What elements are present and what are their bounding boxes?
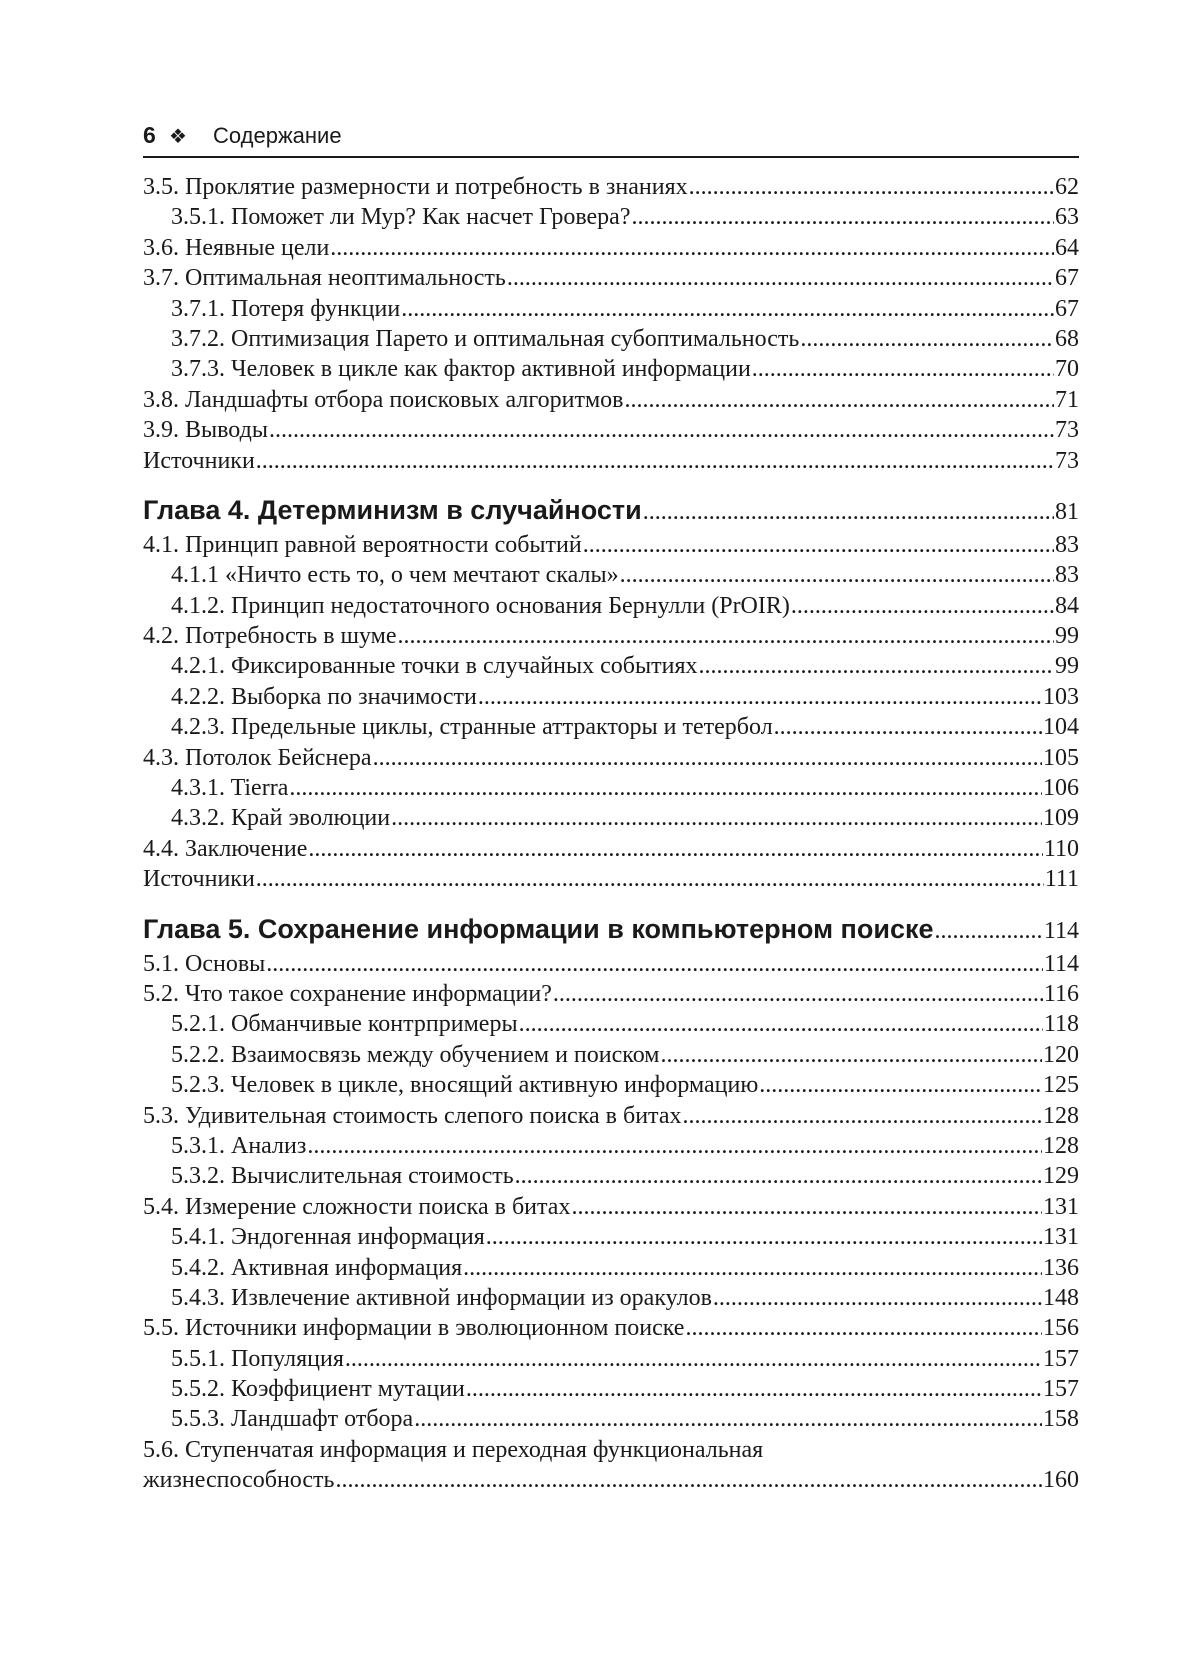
ornament-icon: ❖ — [169, 126, 187, 148]
toc-entry-title: Глава 5. Сохранение информации в компьютерном поиске — [143, 913, 934, 944]
dot-leader — [373, 743, 1042, 773]
dot-leader — [625, 385, 1055, 415]
dot-leader — [713, 1283, 1042, 1313]
toc-section-entry — [143, 949, 1079, 979]
table-of-contents — [143, 158, 1079, 1496]
toc-entry-title: 5.5. Источники информации в эволюционном поиске — [143, 1315, 685, 1342]
toc-subsection-entry — [143, 682, 1079, 712]
book-page — [143, 122, 1079, 1496]
toc-page-number: 116 — [1043, 980, 1079, 1007]
toc-page-number: 110 — [1043, 835, 1079, 862]
running-header — [143, 122, 1079, 158]
toc-subsection-entry — [143, 773, 1079, 803]
toc-page-number: 157 — [1043, 1376, 1079, 1403]
dot-leader — [478, 682, 1042, 712]
toc-entry-title: 5.2.2. Взаимосвязь между обучением и поиском — [171, 1041, 660, 1068]
toc-entry-title: 4.2.2. Выборка по значимости — [171, 683, 477, 710]
toc-page-number: 104 — [1043, 714, 1079, 741]
toc-section-entry — [143, 621, 1079, 651]
toc-entry-title: 5.4. Измерение сложности поиска в битах — [143, 1193, 571, 1220]
toc-entry-title: 4.3. Потолок Бейснера — [143, 744, 372, 771]
dot-leader — [553, 979, 1043, 1009]
toc-entry-title: Источники — [143, 447, 255, 474]
toc-section-entry — [143, 385, 1079, 415]
toc-page-number: 136 — [1043, 1254, 1079, 1281]
toc-entry-title: 4.3.1. Tierra — [171, 775, 289, 802]
dot-leader — [583, 530, 1054, 560]
page-number: 6 — [143, 122, 156, 148]
dot-leader — [308, 834, 1043, 864]
toc-page-number: 99 — [1055, 623, 1079, 650]
toc-page-number: 129 — [1043, 1163, 1079, 1190]
dot-leader — [345, 1344, 1042, 1374]
toc-page-number: 148 — [1043, 1284, 1079, 1311]
dot-leader — [391, 803, 1042, 833]
toc-page-number: 131 — [1043, 1224, 1079, 1251]
toc-entry-title: 4.1.2. Принцип недостаточного основания Бернулли (PrOIR) — [171, 592, 790, 619]
toc-page-number: 131 — [1043, 1193, 1079, 1220]
toc-subsection-entry — [143, 560, 1079, 590]
toc-subsection-entry — [143, 1344, 1079, 1374]
toc-page-number: 62 — [1055, 174, 1079, 200]
dot-leader — [330, 233, 1054, 263]
toc-section-entry — [143, 530, 1079, 560]
toc-page-number: 157 — [1043, 1345, 1079, 1372]
toc-subsection-entry — [143, 803, 1079, 833]
toc-entry-title: 5.2.3. Человек в цикле, вносящий активную информацию — [171, 1072, 759, 1099]
toc-page-number: 125 — [1043, 1072, 1079, 1099]
dot-leader — [335, 1465, 1042, 1495]
toc-entry-title: 5.4.3. Извлечение активной информации из оракулов — [171, 1284, 712, 1311]
toc-chapter-entry — [143, 909, 1079, 949]
toc-entry-title: 5.6. Ступенчатая информация и переходная функциональная — [143, 1436, 764, 1463]
toc-page-number: 73 — [1055, 447, 1079, 474]
dot-leader — [800, 324, 1054, 354]
toc-page-number: 160 — [1043, 1467, 1079, 1494]
dot-leader — [256, 864, 1044, 894]
toc-section-entry — [143, 979, 1079, 1009]
toc-page-number: 63 — [1055, 204, 1079, 231]
toc-subsection-entry — [143, 712, 1079, 742]
dot-leader — [698, 651, 1054, 681]
toc-page-number: 73 — [1055, 417, 1079, 444]
dot-leader — [486, 1222, 1042, 1252]
toc-entry-title: 4.4. Заключение — [143, 835, 308, 862]
toc-page-number: 67 — [1055, 265, 1079, 292]
toc-page-number: 68 — [1055, 325, 1079, 352]
toc-page-number: 83 — [1055, 562, 1079, 589]
toc-page-number: 158 — [1043, 1406, 1079, 1433]
dot-leader — [682, 1101, 1042, 1131]
toc-entry-title: 4.2. Потребность в шуме — [143, 623, 397, 650]
toc-subsection-entry — [143, 1161, 1079, 1191]
toc-entry-title: 3.9. Выводы — [143, 417, 268, 444]
toc-subsection-entry — [143, 591, 1079, 621]
toc-entry-title: 3.7.3. Человек в цикле как фактор активной информации — [171, 356, 751, 383]
toc-entry-title: 3.6. Неявные цели — [143, 234, 330, 261]
dot-leader — [620, 560, 1054, 590]
toc-section-entry — [143, 1313, 1079, 1343]
dot-leader — [515, 1161, 1042, 1191]
toc-page-number: 103 — [1043, 683, 1079, 710]
toc-subsection-entry — [143, 202, 1079, 232]
toc-subsection-entry — [143, 1253, 1079, 1283]
toc-subsection-entry — [143, 294, 1079, 324]
toc-section-entry — [143, 415, 1079, 445]
toc-subsection-entry — [143, 1222, 1079, 1252]
section-name: Содержание — [213, 123, 342, 148]
dot-leader — [631, 202, 1054, 232]
toc-entry-title: 5.3.2. Вычислительная стоимость — [171, 1163, 514, 1190]
toc-subsection-entry — [143, 1131, 1079, 1161]
toc-subsection-entry — [143, 1070, 1079, 1100]
toc-entry-title: 5.1. Основы — [143, 950, 266, 977]
dot-leader — [685, 1313, 1042, 1343]
toc-entry-title: 4.1.1 «Ничто есть то, о чем мечтают скалы» — [171, 562, 619, 589]
toc-entry-title: 5.3.1. Анализ — [171, 1132, 307, 1159]
toc-entry-title-continued — [143, 1465, 1079, 1495]
toc-section-entry — [143, 743, 1079, 773]
toc-page-number: 99 — [1055, 653, 1079, 680]
toc-subsection-entry — [143, 1404, 1079, 1434]
toc-entry-title: 5.3. Удивительная стоимость слепого поиска в битах — [143, 1102, 682, 1129]
toc-page-number: 114 — [1043, 950, 1079, 977]
toc-subsection-entry — [143, 1040, 1079, 1070]
dot-leader — [660, 1040, 1042, 1070]
dot-leader — [935, 911, 1043, 951]
toc-entry-title: 5.2.1. Обманчивые контрпримеры — [171, 1011, 518, 1038]
dot-leader — [689, 172, 1054, 202]
toc-page-number: 84 — [1055, 592, 1079, 619]
toc-page-number: 128 — [1043, 1132, 1079, 1159]
toc-entry-title: 4.3.2. Край эволюции — [171, 805, 391, 832]
dot-leader — [791, 591, 1054, 621]
toc-page-number: 83 — [1055, 531, 1079, 558]
toc-entry-title: 4.2.3. Предельные циклы, странные аттракторы и тетербол — [171, 714, 773, 741]
dot-leader — [307, 1131, 1042, 1161]
toc-page-number: 114 — [1043, 917, 1079, 944]
toc-section-entry — [143, 1192, 1079, 1222]
toc-subsection-entry — [143, 1009, 1079, 1039]
toc-page-number: 106 — [1043, 775, 1079, 802]
dot-leader — [643, 492, 1054, 532]
toc-page-number: 105 — [1043, 744, 1079, 771]
dot-leader — [466, 1374, 1042, 1404]
toc-subsection-entry — [143, 1374, 1079, 1404]
toc-section-entry — [143, 172, 1079, 202]
toc-page-number: 156 — [1043, 1315, 1079, 1342]
toc-entry-title: Глава 4. Детерминизм в случайности — [143, 494, 642, 525]
toc-page-number: 118 — [1043, 1011, 1079, 1038]
toc-page-number: 71 — [1055, 386, 1079, 413]
toc-entry-title: 4.2.1. Фиксированные точки в случайных событиях — [171, 653, 698, 680]
toc-entry-title: 3.7.2. Оптимизация Парето и оптимальная субоптимальность — [171, 325, 800, 352]
toc-page-number: 70 — [1055, 356, 1079, 383]
toc-section-entry — [143, 1101, 1079, 1131]
toc-entry-title: 5.4.2. Активная информация — [171, 1254, 463, 1281]
dot-leader — [414, 1404, 1042, 1434]
toc-chapter-entry — [143, 490, 1079, 530]
dot-leader — [463, 1253, 1042, 1283]
toc-page-number: 64 — [1055, 234, 1079, 261]
dot-leader — [266, 949, 1043, 979]
dot-leader — [256, 446, 1054, 476]
toc-subsection-entry — [143, 1283, 1079, 1313]
toc-entry-title: 3.8. Ландшафты отбора поисковых алгоритмов — [143, 386, 624, 413]
toc-page-number: 67 — [1055, 295, 1079, 322]
toc-section-entry — [143, 263, 1079, 293]
dot-leader — [571, 1192, 1042, 1222]
dot-leader — [752, 354, 1054, 384]
toc-entry-title: 5.4.1. Эндогенная информация — [171, 1224, 485, 1251]
toc-section-entry — [143, 446, 1079, 476]
toc-entry-title: 4.1. Принцип равной вероятности событий — [143, 531, 582, 558]
toc-entry-title: 5.5.3. Ландшафт отбора — [171, 1406, 414, 1433]
toc-page-number: 111 — [1044, 866, 1079, 893]
toc-section-entry — [143, 864, 1079, 894]
toc-subsection-entry — [143, 324, 1079, 354]
toc-entry-title: Источники — [143, 866, 255, 893]
dot-leader — [759, 1070, 1042, 1100]
toc-page-number: 128 — [1043, 1102, 1079, 1129]
toc-section-entry — [143, 1435, 1079, 1496]
toc-subsection-entry — [143, 651, 1079, 681]
toc-entry-title: жизнеспособность — [143, 1467, 335, 1494]
toc-entry-title: 5.5.1. Популяция — [171, 1345, 344, 1372]
toc-entry-title: 3.5. Проклятие размерности и потребность в знаниях — [143, 174, 688, 200]
toc-page-number: 81 — [1055, 498, 1079, 525]
dot-leader — [774, 712, 1042, 742]
dot-leader — [289, 773, 1042, 803]
toc-page-number: 120 — [1043, 1041, 1079, 1068]
dot-leader — [507, 263, 1054, 293]
dot-leader — [269, 415, 1054, 445]
toc-entry-title: 5.5.2. Коэффициент мутации — [171, 1376, 465, 1403]
dot-leader — [401, 294, 1054, 324]
toc-entry-title: 5.2. Что такое сохранение информации? — [143, 980, 552, 1007]
toc-page-number: 109 — [1043, 805, 1079, 832]
toc-section-entry — [143, 233, 1079, 263]
dot-leader — [398, 621, 1054, 651]
toc-subsection-entry — [143, 354, 1079, 384]
dot-leader — [519, 1009, 1043, 1039]
toc-entry-title: 3.7. Оптимальная неоптимальность — [143, 265, 506, 292]
toc-entry-title: 3.5.1. Поможет ли Мур? Как насчет Гровера? — [171, 204, 631, 231]
toc-section-entry — [143, 834, 1079, 864]
toc-entry-title: 3.7.1. Потеря функции — [171, 295, 401, 322]
